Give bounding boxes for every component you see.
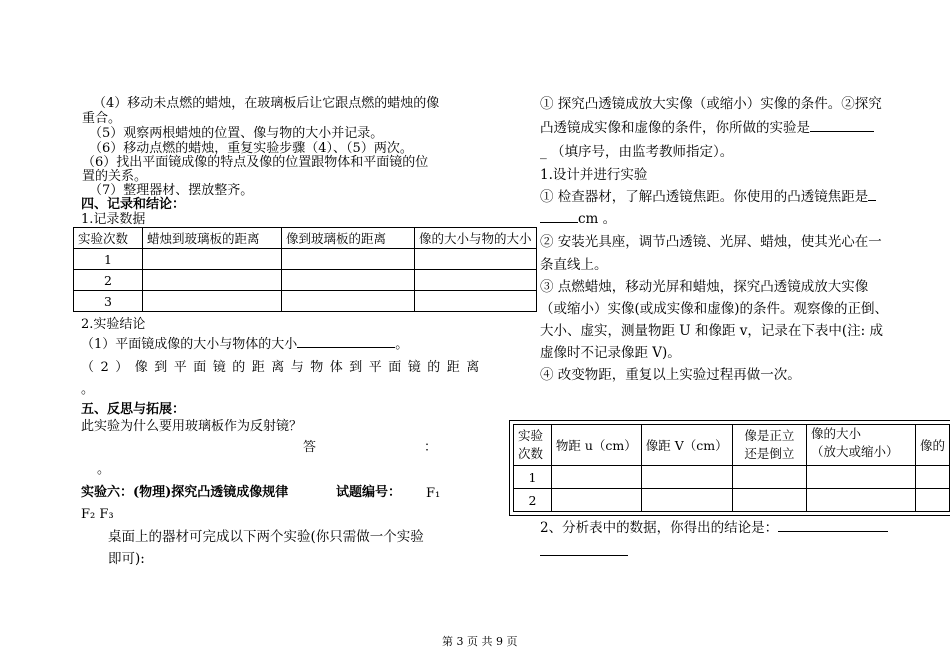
section-4-title: 四、记录和结论：	[81, 197, 186, 212]
exp6-f1: F₁	[426, 486, 441, 501]
conclusion-1-text: （1）平面镜成像的大小与物体的大小	[81, 337, 298, 352]
table-cell: 1	[74, 249, 143, 270]
right-p3-prefix: _	[540, 144, 547, 160]
intro-line-2: 即可):	[108, 551, 145, 567]
answer-label: 答	[303, 440, 317, 455]
header-text: 像是正立	[744, 428, 795, 443]
step-3a: ③ 点燃蜡烛，移动光屏和蜡烛，探究凸透镜成放大实像	[540, 279, 869, 295]
header-text: （放大或缩小）	[811, 444, 899, 459]
step-1b	[540, 212, 616, 226]
step-4-cont: 重合。	[82, 111, 122, 126]
intro-line-1: 桌面上的器材可完成以下两个实验(你只需做一个实验	[108, 529, 424, 545]
right-p2	[540, 121, 874, 135]
table-row	[514, 489, 950, 512]
blank-line[interactable]	[868, 200, 876, 201]
table-header	[514, 425, 552, 466]
step-6: （6）移动点燃的蜡烛，重复实验步骤（4）、（5）两次。	[89, 141, 413, 156]
answer-colon: ：	[424, 440, 438, 455]
experiment-choice-blank[interactable]	[810, 131, 874, 132]
table-header: 蜡烛到玻璃板的距离	[143, 228, 282, 249]
step-6b: （6）找出平面镜成像的特点及像的位置跟物体和平面镜的位	[82, 155, 429, 170]
table-header-row	[514, 425, 950, 466]
page-footer: 第 3 页 共 9 页	[442, 635, 518, 648]
table-header: 像到玻璃板的距离	[282, 228, 415, 249]
table-header: 实验次数	[74, 228, 143, 249]
conclusion-label: 2.实验结论	[81, 317, 146, 332]
step-3c: 大小、虚实，测量物距 U 和像距 v，记录在下表中(注: 成	[540, 323, 883, 339]
conclusion-blank-2[interactable]	[540, 554, 628, 556]
design-heading: 1.设计并进行实验	[540, 167, 648, 183]
exp6-f2f3: F₂ F₃	[81, 507, 114, 522]
unit-cm: cm 。	[578, 211, 617, 227]
table-row	[514, 466, 950, 489]
right-p2-text: 凸透镜成实像和虚像的条件，你所做的实验是	[540, 120, 810, 136]
conclusion-1	[81, 338, 408, 352]
record-table	[73, 227, 537, 312]
step-2b: 条直线上。	[540, 257, 608, 273]
table-header	[807, 425, 916, 466]
table-cell: 1	[514, 466, 552, 489]
step-6b-cont: 置的关系。	[82, 169, 148, 184]
step-5: （5）观察两根蜡烛的位置、像与物的大小并记录。	[89, 126, 384, 141]
section-5-title: 五、反思与拓展：	[81, 402, 186, 417]
table-header: 像的大小与物的大小	[415, 228, 537, 249]
table-cell: 3	[74, 291, 143, 312]
table-header: 物距 u（cm）	[551, 425, 641, 466]
step-4: （4）移动未点燃的蜡烛，在玻璃板后让它跟点燃的蜡烛的像	[93, 96, 440, 111]
exp6-code: 试题编号：	[336, 485, 402, 500]
step-4-right: ④ 改变物距，重复以上实验过程再做一次。	[540, 367, 801, 383]
exp6-title: 实验六：(物理)探究凸透镜成像规律	[81, 485, 289, 500]
header-text: 像的大小	[811, 426, 862, 441]
table-cell: 2	[74, 270, 143, 291]
right-p3	[540, 145, 733, 159]
table-header: 像的	[915, 425, 949, 466]
table-header	[732, 425, 806, 466]
analysis	[540, 521, 888, 535]
focal-length-blank[interactable]	[540, 222, 578, 223]
answer-end: 。	[97, 462, 111, 477]
conclusion-1-end: 。	[395, 337, 409, 352]
step-2a: ② 安装光具座，调节凸透镜、光屏、蜡烛，使其光心在一	[540, 234, 882, 250]
step-1a	[540, 190, 876, 204]
step-1a-text: ① 检查器材，了解凸透镜焦距。你使用的凸透镜焦距是	[540, 189, 869, 205]
table-header: 像距 V（cm）	[641, 425, 732, 466]
results-table	[513, 424, 950, 512]
conclusion-2: （2）像到平面镜的距离与物体到平面镜的距离	[81, 360, 486, 375]
table-header-row	[74, 228, 537, 249]
conclusion-blank[interactable]	[778, 531, 888, 532]
step-3b: （或缩小）实像(或成实像和虚像)的条件。观察像的正倒、	[540, 301, 889, 317]
conclusion-2-end: 。	[81, 382, 95, 397]
table-row	[74, 291, 537, 312]
header-text: 实验	[518, 428, 544, 443]
blank-line[interactable]	[297, 347, 395, 348]
header-text: 次数	[518, 446, 544, 461]
analysis-text: 2、分析表中的数据，你得出的结论是：	[540, 520, 779, 536]
header-text: 还是倒立	[744, 446, 795, 461]
right-p3-text: （填序号，由监考教师指定）。	[551, 144, 734, 160]
step-7: （7）整理器材、摆放整齐。	[89, 183, 254, 198]
table-cell: 2	[514, 489, 552, 512]
question: 此实验为什么要用玻璃板作为反射镜？	[81, 419, 303, 434]
step-3d: 虚像时不记录像距 V)。	[540, 345, 681, 361]
table-row	[74, 270, 537, 291]
record-label: 1.记录数据	[81, 212, 146, 227]
table-row	[74, 249, 537, 270]
right-p1: ① 探究凸透镜成放大实像（或缩小）实像的条件。②探究	[540, 96, 882, 112]
